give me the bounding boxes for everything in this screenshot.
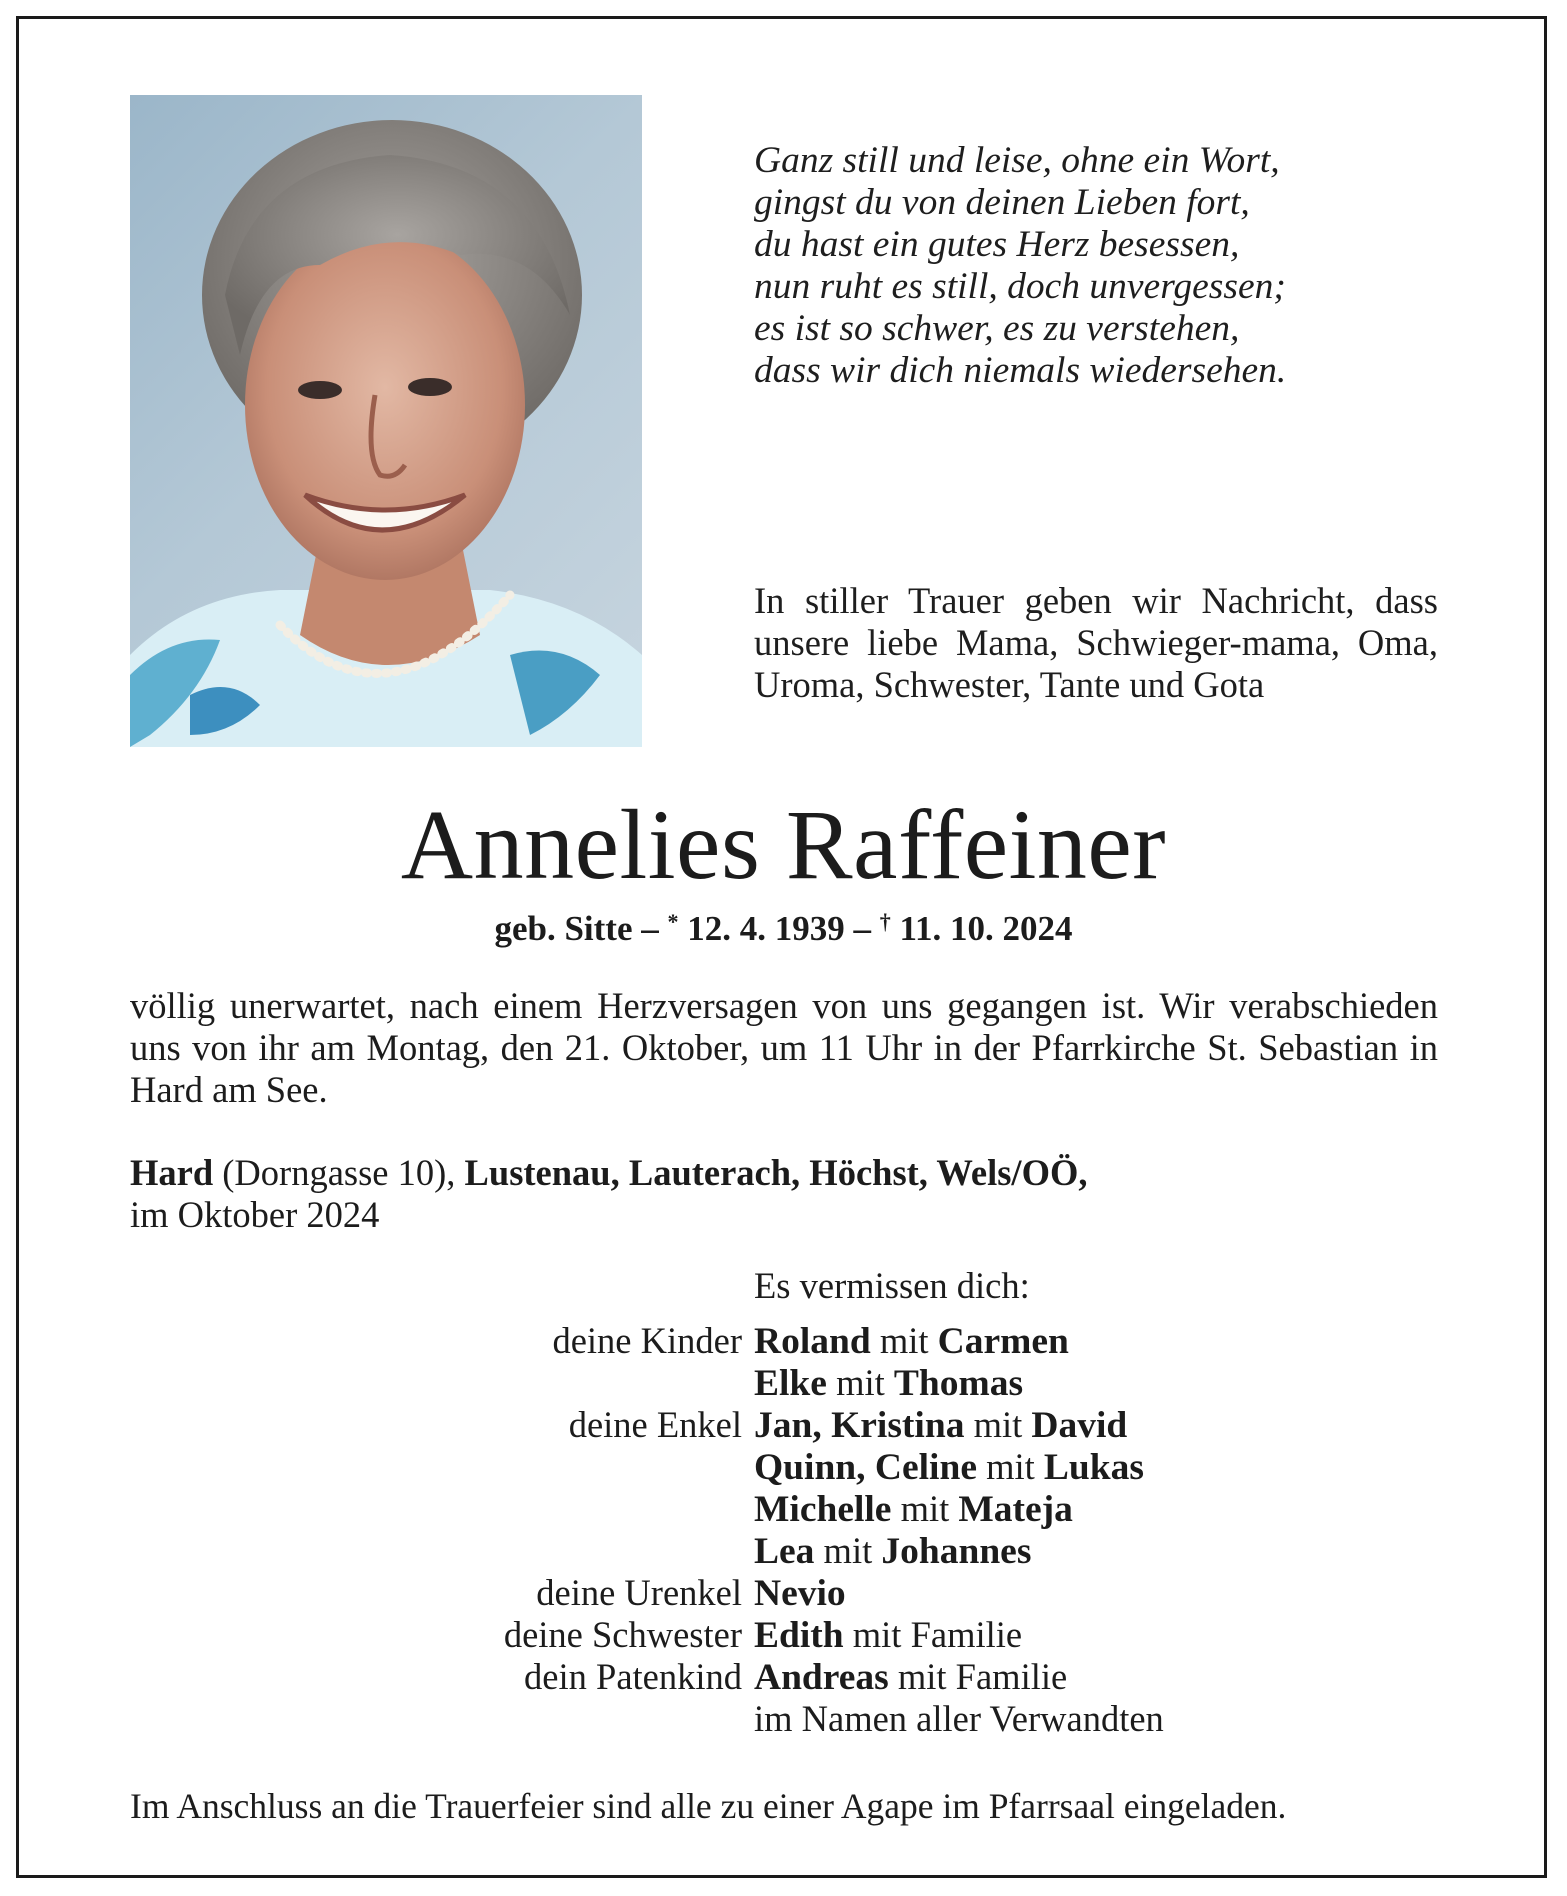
mourner-name: Jan, Kristina — [754, 1405, 965, 1446]
mourner-row — [0, 1488, 1567, 1530]
mourner-connector: mit — [826, 1362, 894, 1403]
poem-line: Ganz still und leise, ohne ein Wort, — [754, 140, 1280, 181]
mourner-tail: mit Familie — [843, 1614, 1023, 1655]
closing-invitation: Im Anschluss an die Trauerfeier sind alle zu einer Agape im Pfarrsaal eingeladen. — [130, 1786, 1287, 1826]
birth-symbol: * — [667, 909, 679, 934]
mourner-name: Edith — [754, 1615, 844, 1656]
death-symbol: † — [879, 909, 891, 934]
poem-line: gingst du von deinen Lieben fort, — [754, 182, 1250, 223]
mourner-row — [0, 1362, 1567, 1404]
mourner-partner: David — [1031, 1405, 1128, 1446]
poem-line: nun ruht es still, doch unvergessen; — [754, 266, 1286, 307]
poem-line: du hast ein gutes Herz besessen, — [754, 224, 1240, 265]
mourner-name: Lea — [754, 1531, 815, 1572]
mourner-partner: Johannes — [881, 1531, 1032, 1572]
mourner-partner: Thomas — [893, 1363, 1024, 1404]
mourners-list — [0, 1320, 1567, 1740]
mourner-connector: mit — [891, 1488, 959, 1529]
relation-label: deine Schwester — [503, 1614, 742, 1655]
mourner-name: Quinn, Celine — [754, 1447, 977, 1488]
portrait-photo — [130, 95, 642, 747]
place-and-date — [130, 1152, 1438, 1236]
mourner-name: Andreas — [754, 1657, 889, 1698]
mourner-connector: mit — [964, 1404, 1032, 1445]
mourner-row — [0, 1698, 1567, 1740]
mourners-title: Es vermissen dich: — [754, 1265, 1030, 1306]
mourner-connector: mit — [870, 1320, 938, 1361]
mourner-partner: Lukas — [1043, 1447, 1144, 1488]
mourner-row — [0, 1614, 1567, 1656]
portrait-illustration — [130, 95, 642, 747]
mourner-row — [0, 1656, 1567, 1698]
life-dates — [0, 900, 1567, 951]
poem-line: dass wir dich niemals wiedersehen. — [754, 350, 1287, 391]
mourner-partner: Carmen — [937, 1321, 1069, 1362]
mourner-connector: mit — [976, 1446, 1044, 1487]
maiden-name: geb. Sitte — [494, 909, 633, 948]
relation-label: deine Urenkel — [536, 1572, 742, 1613]
mourner-row — [0, 1320, 1567, 1362]
mourner-name: Michelle — [754, 1489, 892, 1530]
mourner-row — [0, 1530, 1567, 1572]
mourner-tail: im Namen aller Verwandten — [754, 1698, 1164, 1739]
relation-label: deine Enkel — [568, 1404, 742, 1445]
place-other-towns: Lustenau, Lauterach, Höchst, Wels/OÖ, — [464, 1152, 1088, 1193]
mourner-connector: mit — [814, 1530, 882, 1571]
mourner-name: Elke — [754, 1363, 827, 1404]
mourner-tail: mit Familie — [888, 1656, 1068, 1697]
mourner-name: Nevio — [754, 1573, 846, 1614]
date-separator: – — [844, 909, 880, 948]
relation-label: dein Patenkind — [524, 1656, 742, 1697]
place-date: im Oktober 2024 — [130, 1194, 380, 1235]
relation-label: deine Kinder — [552, 1320, 742, 1361]
birth-date: 12. 4. 1939 — [678, 909, 845, 948]
mourner-row — [0, 1446, 1567, 1488]
date-separator: – — [632, 909, 668, 948]
place-town: Hard — [130, 1152, 214, 1193]
mourner-row — [0, 1572, 1567, 1614]
mourner-name: Roland — [754, 1321, 871, 1362]
mourner-row — [0, 1404, 1567, 1446]
intro-text: In stiller Trauer geben wir Nachricht, dass unsere liebe Mama, Schwieger-mama, Oma, Uroma, Schwester, Tante und Gota — [754, 580, 1438, 705]
announcement-body: völlig unerwartet, nach einem Herzversagen von uns gegangen ist. Wir verabschieden uns von ihr am Montag, den 21. Oktober, um 11 Uhr in der Pfarrkirche St. Sebastian in Hard am See. — [130, 985, 1438, 1110]
place-address: (Dorngasse 10), — [213, 1152, 465, 1193]
deceased-name: Annelies Raffeiner — [400, 789, 1167, 900]
mourner-partner: Mateja — [958, 1489, 1073, 1530]
poem-line: es ist so schwer, es zu verstehen, — [754, 308, 1240, 349]
death-date: 11. 10. 2024 — [890, 909, 1073, 948]
poem — [754, 140, 1454, 392]
